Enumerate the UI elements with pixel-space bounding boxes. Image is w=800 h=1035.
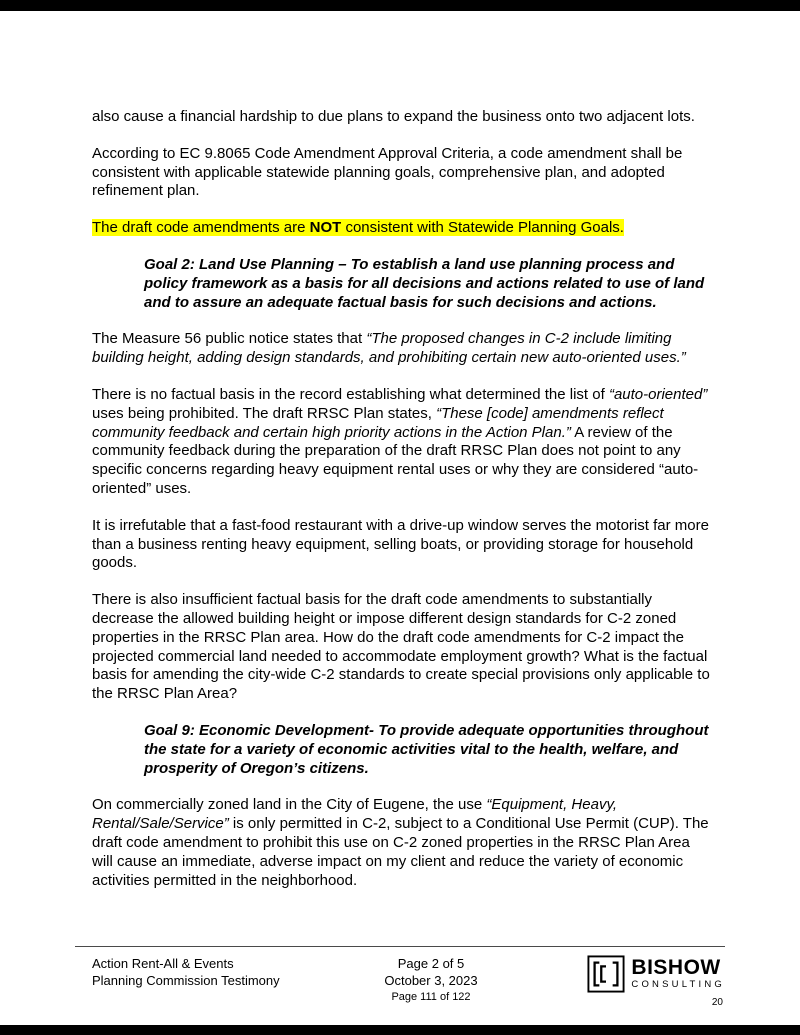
corner-page-number: 20 [711, 997, 723, 1008]
footer-document-type: Planning Commission Testimony [92, 973, 280, 988]
text-segment: NOT [309, 219, 342, 237]
text-segment: There is no factual basis in the record establishing what determined the list of [92, 385, 609, 403]
text-segment: On commercially zoned land in the City of Eugene, the use [92, 796, 487, 814]
paragraph-measure-56 [92, 330, 710, 368]
document-body [92, 108, 710, 908]
text-segment: The draft code amendments are [92, 219, 310, 237]
text-segment: also cause a financial hardship to due plans to expand the business onto two adjacent lots. [92, 108, 695, 125]
paragraph-hardship [92, 108, 710, 127]
text-segment: consistent with Statewide Planning Goals. [341, 219, 624, 237]
bishow-consulting-logo [587, 955, 725, 993]
text-segment: There is also insufficient factual basis for the draft code amendments to substantially decrease the allowed building height or impose different design standards for C-2 zoned properties in the RRSC Plan area. How do the draft code amendments for C-2 impact the projected commercial land needed to accommodate employment growth? What is the factual basis for amending the city-wide C-2 standards to create special provisions only applicable to the RRSC Plan Area? [92, 591, 710, 703]
goal-9-quote [144, 722, 710, 778]
text-segment: The Measure 56 public notice states that [92, 330, 367, 348]
paragraph-no-factual-basis [92, 386, 710, 499]
text-segment: It is irrefutable that a fast-food restaurant with a drive-up window serves the motorist far more than a business renting heavy equipment, selling boats, or providing storage for household goods. [92, 516, 709, 572]
bottom-border-bar [0, 1025, 800, 1035]
top-border-bar [0, 0, 800, 11]
logo-subtitle-text: CONSULTING [631, 979, 725, 990]
footer-center-block [337, 955, 525, 1006]
text-segment: is only permitted in C-2, subject to a Conditional Use Permit (CUP). The draft code amendment to prohibit this use on C-2 zoned properties in the RRSC Plan Area will cause an immediate, adverse impact on my client and reduce the variety of economic activities permitted in the neighborhood. [92, 815, 709, 889]
page-footer [75, 946, 725, 1008]
footer-right-block [525, 955, 725, 1008]
goal-2-quote [144, 256, 710, 312]
footer-date: October 3, 2023 [384, 973, 478, 988]
footer-left-block [75, 955, 337, 989]
text-segment: uses being prohibited. The draft RRSC Plan states, [92, 404, 437, 422]
text-segment: “These [code] amendments reflect community feedback and certain high priority actions in the Action Plan.” [92, 404, 664, 441]
text-segment: Goal 2: Land Use Planning – To establish a land use planning process and policy framework as a basis for all decisions and actions related to use of land and to assure an adequate factual basis for such decisions and actions. [144, 255, 705, 311]
logo-name-text: BISHOW [631, 956, 721, 979]
text-segment: “The proposed changes in C-2 include limiting building height, adding design standards, and prohibiting certain new auto-oriented uses.” [92, 330, 686, 367]
text-segment: Goal 9: Economic Development- To provide adequate opportunities throughout the state for a variety of economic activities vital to the health, welfare, and prosperity of Oregon’s citizens. [144, 721, 709, 777]
footer-client-name: Action Rent-All & Events [92, 956, 234, 971]
text-segment: “Equipment, Heavy, Rental/Sale/Service” [92, 796, 618, 833]
text-segment: According to EC 9.8065 Code Amendment Approval Criteria, a code amendment shall be consistent with applicable statewide planning goals, comprehensive plan, and adopted refinement plan. [92, 144, 683, 200]
paragraph-approval-criteria [92, 145, 710, 201]
footer-page-count: Page 2 of 5 [397, 956, 465, 971]
text-segment: A review of the community feedback during the preparation of the draft RRSC Plan does not point to any specific concerns regarding heavy equipment rental uses or why they are considered “auto-oriented” uses. [92, 423, 699, 497]
footer-packet-page: Page 111 of 122 [391, 991, 471, 1003]
bishow-logo-icon [587, 955, 625, 993]
paragraph-irrefutable [92, 517, 710, 573]
highlighted-statement [92, 219, 710, 238]
text-segment: “auto-oriented” [608, 385, 708, 403]
footer-divider [75, 946, 725, 947]
paragraph-commercial-land [92, 796, 710, 890]
paragraph-insufficient-basis [92, 591, 710, 704]
